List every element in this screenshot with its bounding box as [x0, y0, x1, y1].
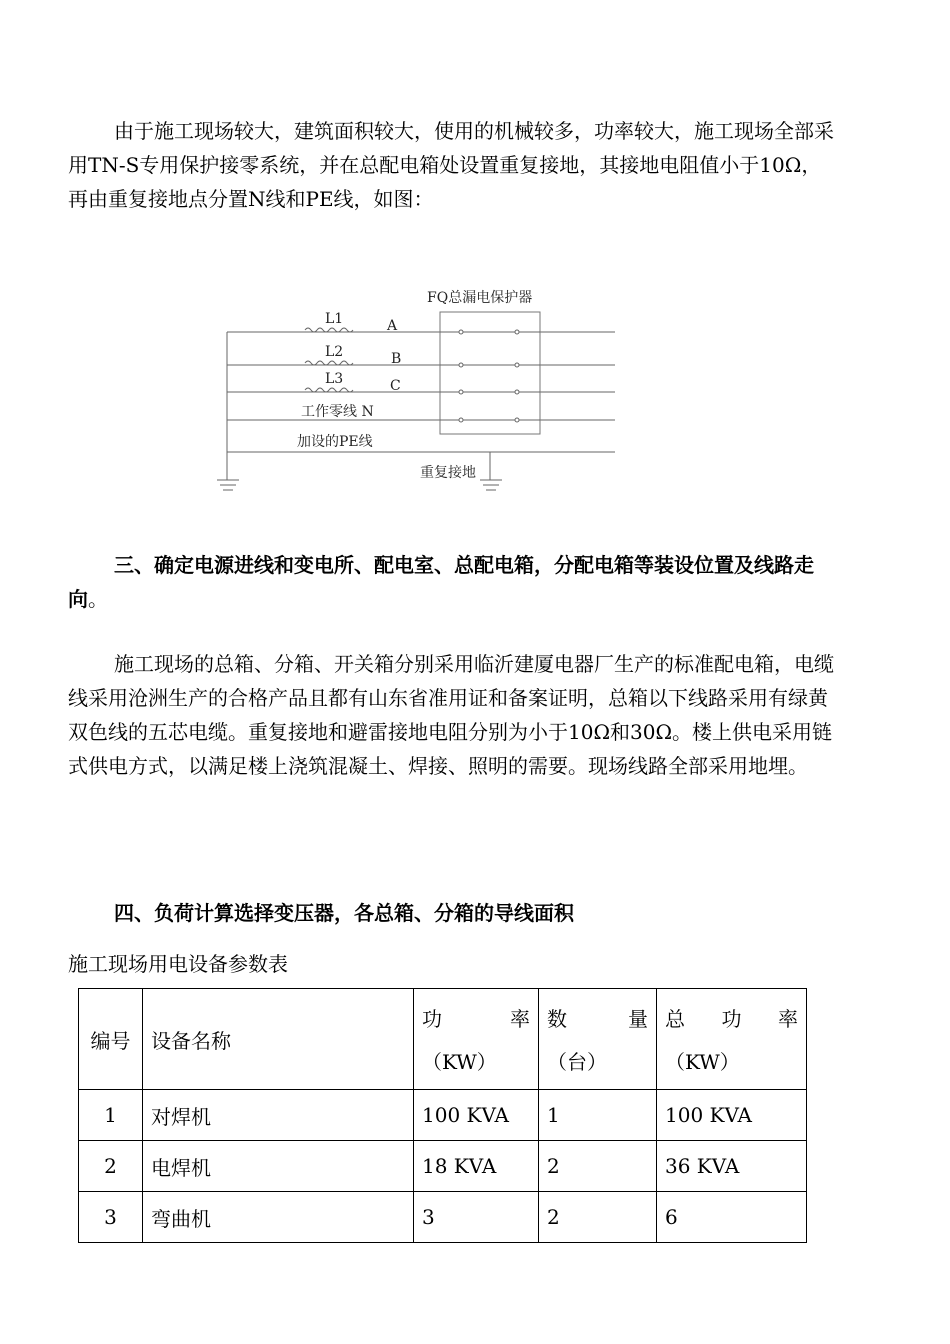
header-power-label: 功率: [422, 1007, 530, 1031]
section3-body: 施工现场的总箱、分箱、开关箱分别采用临沂建厦电器厂生产的标准配电箱，电缆线采用沧洲生产的合格产品且都有山东省准用证和备案证明，总箱以下线路采用有绿黄双色线的五芯电缆。重复接地和避雷接地电阻分别为小于10Ω和30Ω。楼上供电采用链式供电方式，以满足楼上浇筑混凝土、焊接、照明的需要。现场线路全部采用地埋。: [68, 652, 834, 778]
cell-power: 100 KVA: [414, 1090, 539, 1141]
cell-power: 3: [414, 1192, 539, 1243]
label-a: A: [387, 318, 398, 334]
section3-heading-tail: 。: [88, 587, 108, 611]
intro-paragraph: 由于施工现场较大，建筑面积较大，使用的机械较多，功率较大，施工现场全部采用TN-S专用保护接零系统，并在总配电箱处设置重复接地，其接地电阻值小于10Ω，再由重复接地点分置N线和PE线，如图：: [68, 119, 834, 211]
header-qty-label: 数量: [547, 1007, 648, 1031]
table-header-row: [79, 989, 807, 1090]
breaker-title: FQ总漏电保护器: [427, 290, 533, 306]
label-l3: L3: [325, 371, 344, 387]
cell-name: 对焊机: [143, 1090, 414, 1141]
header-total: [657, 989, 807, 1090]
cell-no: 1: [79, 1090, 143, 1141]
cell-qty: 2: [539, 1141, 657, 1192]
cell-name: 电焊机: [143, 1141, 414, 1192]
header-power-unit: （KW）: [422, 1050, 497, 1074]
section3-heading-text: 三、确定电源进线和变电所、配电室、总配电箱，分配电箱等装设位置及线路走向: [68, 553, 814, 611]
label-b: B: [391, 351, 402, 367]
header-total-unit: （KW）: [665, 1050, 740, 1074]
label-l1: L1: [325, 311, 344, 327]
cell-power: 18 KVA: [414, 1141, 539, 1192]
cell-qty: 2: [539, 1192, 657, 1243]
table-row: [79, 1090, 807, 1141]
table-row: [79, 1141, 807, 1192]
equipment-table: [78, 988, 807, 1243]
cell-name: 弯曲机: [143, 1192, 414, 1243]
label-ground: 重复接地: [420, 465, 476, 481]
cell-no: 3: [79, 1192, 143, 1243]
header-qty: [539, 989, 657, 1090]
table-row: [79, 1192, 807, 1243]
label-c: C: [390, 378, 401, 394]
cell-no: 2: [79, 1141, 143, 1192]
header-no: 编号: [79, 989, 143, 1090]
cell-total: 36 KVA: [657, 1141, 807, 1192]
header-qty-unit: （台）: [547, 1050, 607, 1074]
cell-qty: 1: [539, 1090, 657, 1141]
label-neutral: 工作零线 N: [301, 404, 374, 420]
label-pe: 加设的PE线: [297, 434, 373, 450]
cell-total: 6: [657, 1192, 807, 1243]
tn-s-wiring-diagram: [205, 280, 635, 500]
table-caption: 施工现场用电设备参数表: [68, 952, 288, 976]
header-name: 设备名称: [143, 989, 414, 1090]
section4-heading: 四、负荷计算选择变压器，各总箱、分箱的导线面积: [114, 901, 574, 925]
cell-total: 100 KVA: [657, 1090, 807, 1141]
label-l2: L2: [325, 344, 344, 360]
section3-heading: [68, 548, 838, 616]
header-total-label: 总功率: [665, 1007, 798, 1031]
header-power: [414, 989, 539, 1090]
